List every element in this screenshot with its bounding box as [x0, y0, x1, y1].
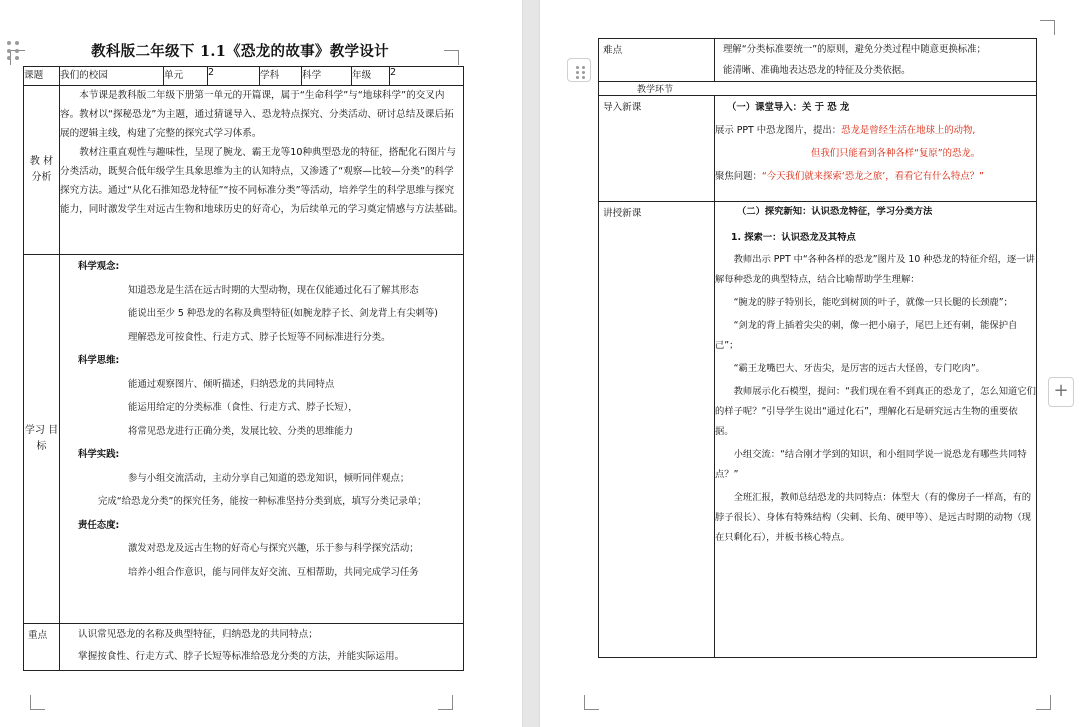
crop-mark: [438, 695, 453, 710]
intro-highlight: 恐龙是曾经生活在地球上的动物,: [841, 125, 976, 136]
unit-label: 单元: [164, 67, 208, 86]
teach-paragraph: 小组交流：“结合刚才学到的知识，和小组同学说一说恐龙有哪些共同特点？”: [715, 449, 1027, 480]
goal-item: 知道恐龙是生活在远古时期的大型动物，现在仅能通过化石了解其形态: [128, 284, 419, 296]
goal-item: 能通过观察图片、倾听描述，归纳恐龙的共同特点: [128, 378, 335, 390]
difficulty-label: 难点: [599, 39, 715, 82]
analysis-label: 教 材 分析: [24, 86, 60, 255]
crop-mark: [444, 50, 459, 65]
unit-value: 2: [208, 67, 260, 86]
intro-highlight: “今天我们就来探索‘恐龙之旅’，看看它有什么特点？”: [761, 171, 984, 182]
key-points-label: 重点: [24, 624, 60, 671]
document-title: 教科版二年级下 1.1《恐龙的故事》教学设计: [91, 43, 389, 60]
concept-heading: 科学观念:: [78, 261, 120, 272]
goal-item: 理解恐龙可按食性、行走方式、脖子长短等不同标准进行分类。: [128, 331, 391, 343]
teach-label: 讲授新课: [599, 202, 715, 658]
difficulty-item: 能清晰、准确地表达恐龙的特征及分类依据。: [723, 65, 911, 76]
page-gap: [522, 0, 540, 727]
crop-mark: [584, 695, 599, 710]
goal-item: 培养小组合作意识，能与同伴友好交流、互相帮助，共同完成学习任务: [128, 566, 419, 578]
analysis-content: [60, 86, 464, 255]
header-row: [24, 67, 464, 86]
teach-heading: （二）探究新知：认识恐龙特征，学习分类方法: [737, 206, 933, 217]
thinking-heading: 科学思维:: [78, 355, 120, 366]
grade-label: 年级: [352, 67, 390, 86]
section-header-row: [599, 82, 1037, 96]
practice-heading: 科学实践:: [78, 449, 120, 460]
crop-mark: [1036, 695, 1051, 710]
intro-line: [715, 165, 1036, 188]
goal-item: 能运用给定的分类标准（食性、行走方式、脖子长短），: [128, 402, 358, 413]
intro-highlight: 但我们只能看到各种各样“复原”的恐龙。: [811, 148, 981, 159]
goals-content: [60, 255, 464, 624]
document-page-left: [0, 0, 522, 727]
lesson-plan-table-continued: [598, 38, 1037, 658]
analysis-row: [24, 86, 464, 255]
section-header: 教学环节: [599, 82, 1037, 96]
key-point-item: 掌握按食性、行走方式、脖子长短等标准给恐龙分类的方法，并能实际运用。: [78, 651, 405, 662]
difficulty-row: [599, 39, 1037, 82]
intro-label: 导入新课: [599, 96, 715, 202]
teach-paragraph: 教师展示化石模型，提问：“我们现在看不到真正的恐龙了，怎么知道它们的样子呢？”引导学生说出“通过化石”，理解化石是研究远古生物的重要依据。: [715, 386, 1036, 437]
analysis-paragraph: 本节课是教科版二年级下册第一单元的开篇课，属于“生命科学”与“地球科学”的交叉内容。教材以“探秘恐龙”为主题，通过猜谜导入、恐龙特点探究、分类活动、研讨总结及课后拓展的逻辑主线，构建了完整的探究式学习体系。: [60, 90, 454, 139]
intro-heading: （一）课堂导入：关 于 恐 龙: [727, 102, 850, 113]
teach-content: [715, 202, 1037, 658]
drag-handle-icon[interactable]: [567, 58, 591, 82]
goal-item: 参与小组交流活动，主动分享自己知道的恐龙知识，倾听同伴观点；: [128, 472, 410, 484]
teach-quote: “腕龙的脖子特别长，能吃到树顶的叶子，就像一只长腿的长颈鹿”；: [733, 297, 1013, 308]
attitude-heading: 责任态度:: [78, 519, 120, 531]
intro-line: [715, 119, 1036, 142]
lesson-label: 课题: [24, 67, 60, 86]
key-point-item: 认识常见恐龙的名称及典型特征，归纳恐龙的共同特点；: [78, 629, 318, 640]
analysis-paragraph: 教材注重直观性与趣味性，呈现了腕龙、霸王龙等10种典型恐龙的特征，搭配化石图片与分类活动，既契合低年级学生具象思维为主的认知特点，又渗透了“观察—比较—分类”的科学探究方法。通过“从化石推知恐龙特征”“按不同标准分类”等活动，培养学生的科学思维与探究能力，同时激发学生对远古生物和地球历史的好奇心，为后续单元的学习奠定情感与方法基础。: [60, 147, 463, 215]
drag-handle-icon[interactable]: [4, 40, 26, 62]
key-points-content: [60, 624, 464, 671]
goal-item: 激发对恐龙及远古生物的好奇心与探究兴趣，乐于参与科学探究活动；: [128, 543, 419, 554]
crop-mark: [30, 695, 45, 710]
teach-row: [599, 202, 1037, 658]
goal-item: 将常见恐龙进行正确分类，发展比较、分类的思维能力: [128, 425, 354, 437]
intro-row: [599, 96, 1037, 202]
lesson-value: 我们的校园: [60, 67, 164, 86]
add-block-button[interactable]: +: [1048, 377, 1074, 407]
intro-line-text: 聚焦问题：: [715, 171, 762, 182]
grade-value: 2: [390, 67, 464, 86]
teach-paragraph: 全班汇报，教师总结恐龙的共同特点：体型大（有的像房子一样高，有的脖子很长）、身体有特殊结构（尖刺、长角、硬甲等）、是远古时期的动物（现在只剩化石），并板书核心特点。: [715, 492, 1032, 543]
goals-row: [24, 255, 464, 624]
intro-content: [715, 96, 1037, 202]
crop-mark: [1040, 20, 1055, 35]
subject-label: 学科: [260, 67, 302, 86]
subject-value: 科学: [302, 67, 352, 86]
intro-line-text: 展示 PPT 中恐龙图片，提出：: [715, 125, 842, 136]
lesson-plan-table: [23, 66, 464, 671]
goals-label: 学习 目标: [24, 255, 60, 624]
teach-paragraph: 教师出示 PPT 中“各种各样的恐龙”图片及 10 种恐龙的特征介绍，逐一讲解每种恐龙的典型特点，结合比喻帮助学生理解：: [715, 254, 1035, 285]
key-points-row: [24, 624, 464, 671]
teach-subheading: 1. 探索一：认识恐龙及其特点: [731, 232, 856, 243]
difficulty-item: 理解“分类标准要统一”的原则，避免分类过程中随意更换标准；: [723, 44, 986, 55]
difficulty-content: [715, 39, 1037, 82]
teach-quote: “霸王龙嘴巴大、牙齿尖，是厉害的远古大怪兽，专门吃肉”。: [733, 363, 985, 374]
goal-item: 能说出至少 5 种恐龙的名称及典型特征(如腕龙脖子长、剑龙背上有尖刺等): [128, 308, 438, 319]
goal-item: 完成“给恐龙分类”的探究任务，能按一种标准坚持分类到底，填写分类记录单；: [98, 496, 427, 507]
teach-quote: “剑龙的背上插着尖尖的刺，像一把小扇子，尾巴上还有刺，能保护自己”；: [715, 320, 1018, 351]
